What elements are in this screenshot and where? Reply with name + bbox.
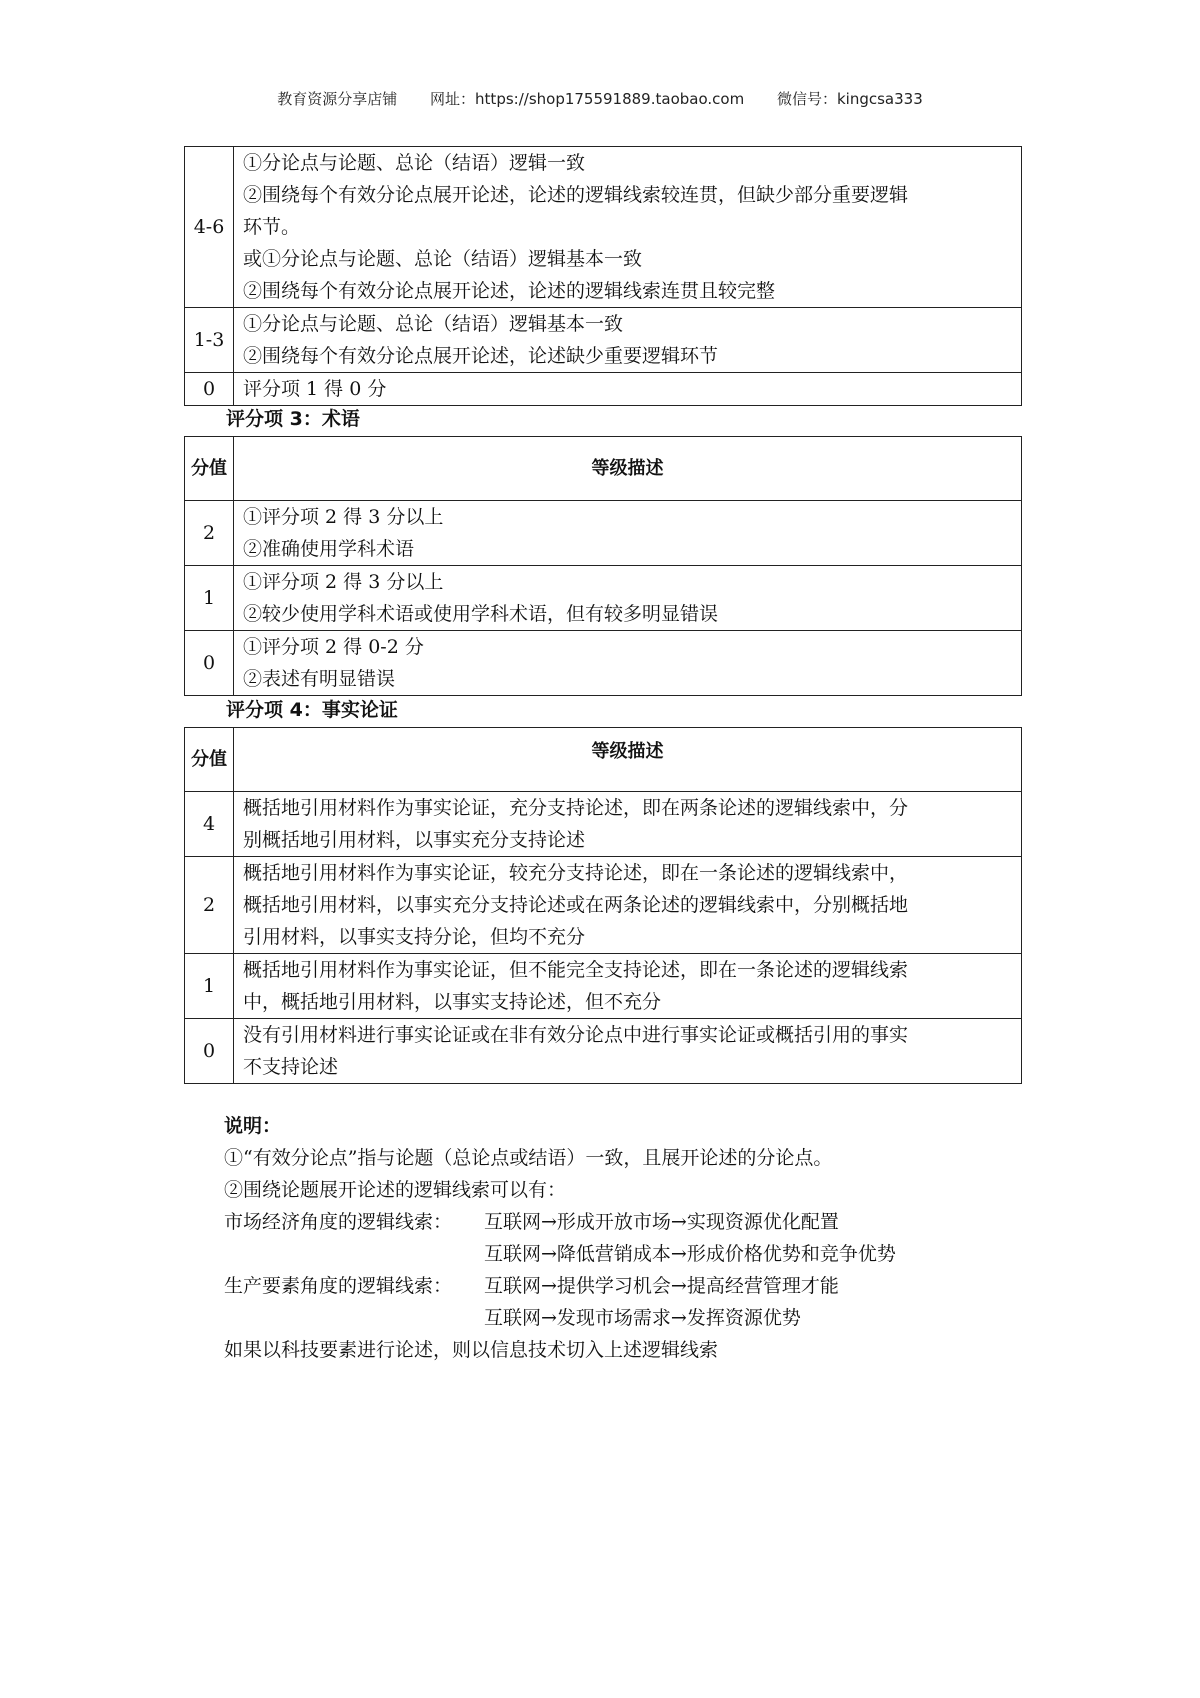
clue-group-label: 生产要素角度的逻辑线索： <box>224 1275 453 1297</box>
score-cell: 0 <box>185 631 234 696</box>
description-cell <box>234 566 1022 631</box>
terminology-table <box>184 436 1022 696</box>
table-row <box>185 631 1022 696</box>
header-wechat: 微信号：kingcsa333 <box>776 90 923 108</box>
clue-text: 互联网→降低营销成本→形成价格优势和竞争优势 <box>484 1243 896 1265</box>
clue-group-label: 市场经济角度的逻辑线索： <box>224 1211 453 1233</box>
clue-text: 互联网→发现市场需求→发挥资源优势 <box>484 1307 801 1329</box>
description-line: ②准确使用学科术语 <box>243 538 415 560</box>
header-url: 网址：https://shop175591889.taobao.com <box>430 90 745 108</box>
score-cell: 1 <box>185 954 234 1019</box>
score-cell: 2 <box>185 501 234 566</box>
table-row <box>185 954 1022 1019</box>
description-line: 中，概括地引用材料，以事实支持论述，但不充分 <box>243 991 662 1013</box>
description-line: 概括地引用材料作为事实论证，但不能完全支持论述，即在一条论述的逻辑线索 <box>243 959 909 981</box>
score-cell: 4 <box>185 792 234 857</box>
clue-row <box>224 1206 896 1238</box>
notes-section <box>224 1110 896 1366</box>
table-row <box>185 373 1022 406</box>
table-row <box>185 857 1022 954</box>
page-header <box>0 88 1200 109</box>
description-cell <box>234 954 1022 1019</box>
score-header: 分值 <box>185 728 234 792</box>
score-cell: 1 <box>185 566 234 631</box>
continued-table <box>184 146 1022 406</box>
description-line: ②围绕每个有效分论点展开论述，论述缺少重要逻辑环节 <box>243 345 719 367</box>
description-line: 概括地引用材料作为事实论证，较充分支持论述，即在一条论述的逻辑线索中， <box>243 862 909 884</box>
description-cell <box>234 1019 1022 1084</box>
table-row <box>185 147 1022 308</box>
description-cell <box>234 631 1022 696</box>
clue-group-label-spacer <box>224 1302 484 1334</box>
description-header: 等级描述 <box>234 437 1022 501</box>
notes-title: 说明： <box>224 1115 282 1137</box>
description-cell <box>234 308 1022 373</box>
clue-text: 互联网→形成开放市场→实现资源优化配置 <box>484 1211 839 1233</box>
factual-argument-table <box>184 727 1022 1084</box>
score-cell: 0 <box>185 373 234 406</box>
score-cell: 1-3 <box>185 308 234 373</box>
description-line: ②围绕每个有效分论点展开论述，论述的逻辑线索较连贯，但缺少部分重要逻辑 <box>243 184 909 206</box>
description-cell <box>234 857 1022 954</box>
description-line: ①评分项 2 得 0-2 分 <box>243 636 424 658</box>
table-row <box>185 792 1022 857</box>
description-line: 没有引用材料进行事实论证或在非有效分论点中进行事实论证或概括引用的事实 <box>243 1024 909 1046</box>
description-line: ②围绕每个有效分论点展开论述，论述的逻辑线索连贯且较完整 <box>243 280 776 302</box>
description-line: ②较少使用学科术语或使用学科术语，但有较多明显错误 <box>243 603 719 625</box>
table-row <box>185 566 1022 631</box>
description-cell <box>234 373 1022 406</box>
description-cell <box>234 792 1022 857</box>
table-header-row <box>185 437 1022 501</box>
description-line: 引用材料，以事实支持分论，但均不充分 <box>243 926 586 948</box>
clue-row <box>224 1270 896 1302</box>
score-header: 分值 <box>185 437 234 501</box>
table-row <box>185 1019 1022 1084</box>
notes-final: 如果以科技要素进行论述，则以信息技术切入上述逻辑线索 <box>224 1339 719 1361</box>
header-store: 教育资源分享店铺 <box>277 90 398 108</box>
notes-item-2: ②围绕论题展开论述的逻辑线索可以有： <box>224 1179 567 1201</box>
clue-row <box>224 1238 896 1270</box>
description-line: ①分论点与论题、总论（结语）逻辑基本一致 <box>243 313 624 335</box>
description-line: 别概括地引用材料，以事实充分支持论述 <box>243 829 586 851</box>
description-line: ①评分项 2 得 3 分以上 <box>243 506 444 528</box>
clue-group-label-spacer <box>224 1238 484 1270</box>
description-line: ②表述有明显错误 <box>243 668 396 690</box>
score-cell: 0 <box>185 1019 234 1084</box>
description-line: 评分项 1 得 0 分 <box>243 378 387 400</box>
description-line: 概括地引用材料作为事实论证，充分支持论述，即在两条论述的逻辑线索中，分 <box>243 797 909 819</box>
table-row <box>185 501 1022 566</box>
description-line: 或①分论点与论题、总论（结语）逻辑基本一致 <box>243 248 643 270</box>
description-cell <box>234 147 1022 308</box>
notes-item-1: ①“有效分论点”指与论题（总论点或结语）一致，且展开论述的分论点。 <box>224 1147 833 1169</box>
score-cell: 2 <box>185 857 234 954</box>
description-cell <box>234 501 1022 566</box>
description-line: ①评分项 2 得 3 分以上 <box>243 571 444 593</box>
clue-text: 互联网→提供学习机会→提高经营管理才能 <box>484 1275 839 1297</box>
description-line: ①分论点与论题、总论（结语）逻辑一致 <box>243 152 586 174</box>
section3-title: 评分项 3：术语 <box>226 408 360 430</box>
description-line: 环节。 <box>243 216 301 238</box>
description-line: 不支持论述 <box>243 1056 339 1078</box>
description-line: 概括地引用材料，以事实充分支持论述或在两条论述的逻辑线索中，分别概括地 <box>243 894 909 916</box>
clue-row <box>224 1302 896 1334</box>
section4-title: 评分项 4：事实论证 <box>226 699 398 721</box>
description-header: 等级描述 <box>234 728 1022 792</box>
table-row <box>185 308 1022 373</box>
table-header-row <box>185 728 1022 792</box>
score-cell: 4-6 <box>185 147 234 308</box>
